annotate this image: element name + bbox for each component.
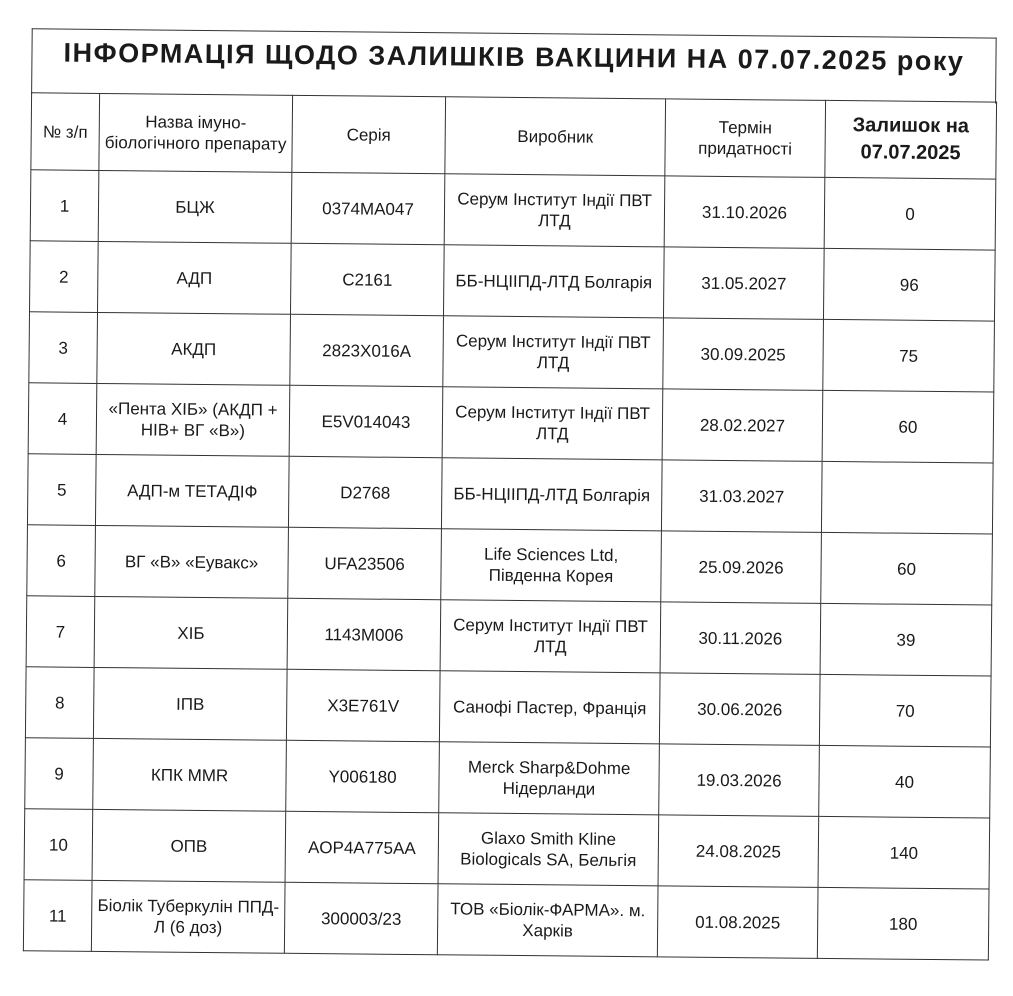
table-row: [27, 525, 993, 605]
balance-cell: [821, 461, 993, 534]
row-number: 10: [24, 809, 93, 881]
page-title: ІНФОРМАЦІЯ ЩОДО ЗАЛИШКІВ ВАКЦИНИ НА 07.07.2025 року: [63, 37, 965, 77]
balance-cell: 0: [824, 177, 996, 250]
series-cell: AOP4A775AA: [285, 811, 439, 883]
series-cell: D2768: [288, 456, 442, 528]
manufacturer-cell: ББ-НЦІІПД-ЛТД Болгарія: [441, 458, 662, 531]
expiry-cell: 30.06.2026: [659, 673, 820, 746]
header-expiry: Термін придатності: [665, 99, 826, 178]
balance-cell: 140: [818, 816, 990, 889]
expiry-cell: 31.05.2027: [663, 247, 824, 320]
series-cell: E5V014043: [289, 385, 443, 457]
vaccine-name: БЦЖ: [98, 170, 292, 243]
header-series: Серія: [292, 95, 446, 173]
table-header-row: [31, 93, 997, 179]
expiry-cell: 30.09.2025: [663, 318, 824, 391]
manufacturer-cell: Merck Sharp&Dohme Нідерланди: [439, 742, 660, 815]
expiry-cell: 31.10.2026: [664, 176, 825, 249]
vaccine-name: КПК MMR: [93, 738, 287, 811]
expiry-cell: 01.08.2025: [657, 886, 818, 959]
expiry-cell: 24.08.2025: [658, 815, 819, 888]
manufacturer-cell: Санофі Пастер, Франція: [439, 671, 660, 744]
row-number: 6: [27, 525, 96, 597]
header-number: № з/п: [31, 93, 100, 171]
vaccine-name: «Пента ХІБ» (АКДП + НІВ+ ВГ «В»): [96, 383, 290, 456]
row-number: 2: [30, 241, 99, 313]
series-cell: 300003/23: [284, 882, 438, 954]
balance-cell: 75: [823, 319, 995, 392]
series-cell: 1143M006: [287, 598, 441, 670]
table-row: [28, 383, 994, 463]
series-cell: 2823X016A: [290, 314, 444, 386]
balance-cell: 39: [820, 603, 992, 676]
manufacturer-cell: Серум Інститут Індії ПВТ ЛТД: [440, 600, 661, 673]
expiry-cell: 31.03.2027: [661, 460, 822, 533]
balance-cell: 180: [817, 887, 989, 960]
balance-cell: 60: [822, 390, 994, 463]
row-number: 11: [23, 880, 92, 952]
expiry-cell: 28.02.2027: [662, 389, 823, 462]
row-number: 5: [27, 454, 96, 526]
table-row: [25, 738, 991, 818]
row-number: 9: [25, 738, 94, 810]
row-number: 8: [25, 667, 94, 739]
manufacturer-cell: Серум Інститут Індії ПВТ ЛТД: [443, 316, 664, 389]
table-row: [25, 667, 991, 747]
row-number: 1: [30, 170, 99, 242]
table-row: [23, 880, 989, 960]
row-number: 7: [26, 596, 95, 668]
vaccine-name: ОПВ: [92, 809, 286, 882]
title-box: [31, 28, 997, 103]
balance-cell: 60: [821, 532, 993, 605]
expiry-cell: 25.09.2026: [661, 531, 822, 604]
vaccine-name: ХІБ: [94, 596, 288, 669]
row-number: 3: [29, 312, 98, 384]
balance-cell: 40: [819, 745, 991, 818]
table-row: [30, 241, 996, 321]
vaccine-name: ІПВ: [93, 667, 287, 740]
table-row: [30, 170, 996, 250]
vaccine-name: АКДП: [97, 312, 291, 385]
balance-cell: 70: [819, 674, 991, 747]
series-cell: UFA23506: [288, 527, 442, 599]
series-cell: X3E761V: [286, 669, 440, 741]
vaccine-name: АДП-м ТЕТАДІФ: [95, 454, 289, 527]
vaccine-name: ВГ «В» «Еувакс»: [95, 525, 289, 598]
manufacturer-cell: ТОВ «Біолік-ФАРМА». м. Харків: [437, 884, 658, 957]
table-row: [27, 454, 993, 534]
manufacturer-cell: Серум Інститут Індії ПВТ ЛТД: [444, 174, 665, 247]
header-manufacturer: Виробник: [445, 97, 666, 176]
vaccine-stock-table: [23, 92, 997, 960]
expiry-cell: 30.11.2026: [660, 602, 821, 675]
vaccine-name: АДП: [98, 241, 292, 314]
table-row: [29, 312, 995, 392]
manufacturer-cell: Glaxo Smith Kline Biologicals SA, Бельгія: [438, 813, 659, 886]
expiry-cell: 19.03.2026: [659, 744, 820, 817]
table-row: [24, 809, 990, 889]
series-cell: С2161: [290, 243, 444, 315]
vaccine-name: Біолік Туберкулін ППД-Л (6 доз): [91, 880, 285, 953]
row-number: 4: [28, 383, 97, 455]
series-cell: 0374MA047: [291, 172, 445, 244]
header-balance: Залишок на 07.07.2025: [825, 100, 997, 179]
header-name: Назва імуно-біологічного препарату: [99, 93, 293, 172]
table-row: [26, 596, 992, 676]
manufacturer-cell: ББ-НЦІІПД-ЛТД Болгарія: [443, 245, 664, 318]
series-cell: Y006180: [286, 740, 440, 812]
balance-cell: 96: [823, 248, 995, 321]
manufacturer-cell: Life Sciences Ltd, Південна Корея: [441, 529, 662, 602]
manufacturer-cell: Серум Інститут Індії ПВТ ЛТД: [442, 387, 663, 460]
